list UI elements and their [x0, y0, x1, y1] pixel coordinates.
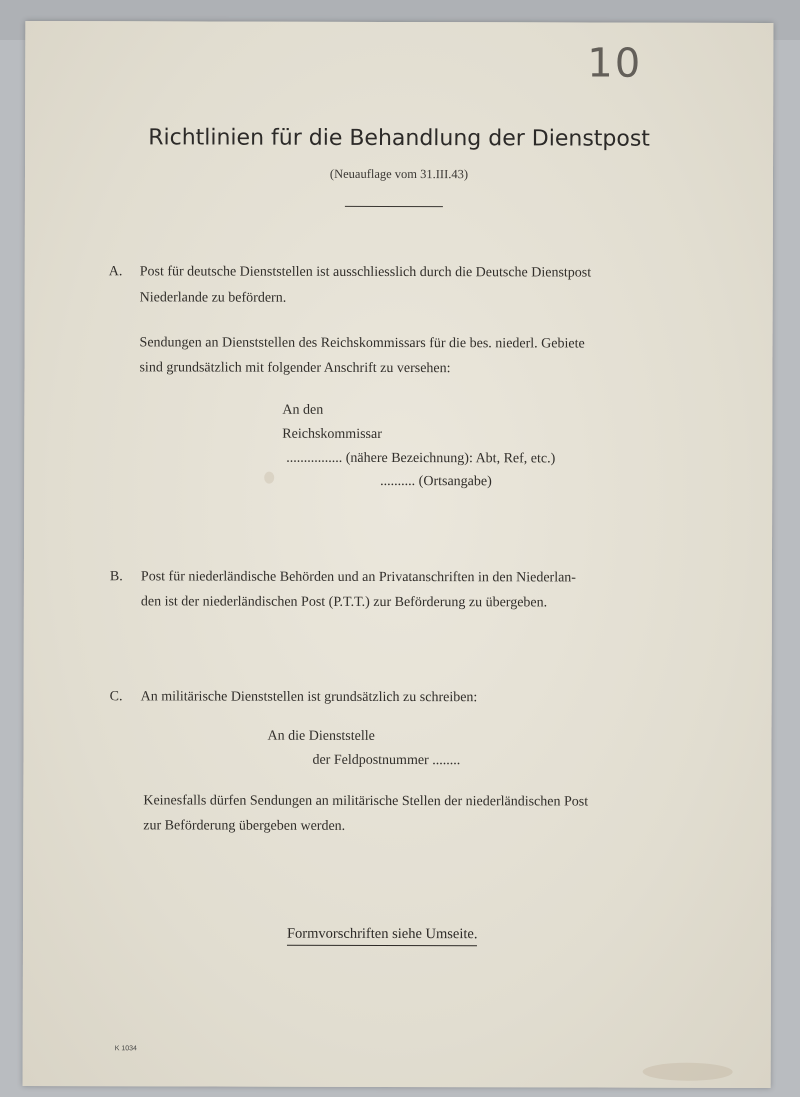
address-line: Reichskommissar — [282, 426, 382, 442]
section-c-line: Keinesfalls dürfen Sendungen an militärische Stellen der niederländischen Post — [143, 793, 589, 810]
paper-stain — [264, 472, 274, 484]
section-b-line: den ist der niederländischen Post (P.T.T.) zur Beförderung zu übergeben. — [140, 594, 548, 611]
address-line: der Feldpostnummer ........ — [312, 752, 461, 769]
document-subtitle: (Neuauflage vom 31.III.43) — [329, 166, 469, 182]
paper-stain — [643, 1063, 733, 1081]
section-a-line: Niederlande zu befördern. — [139, 290, 287, 306]
section-c-line: zur Beförderung übergeben werden. — [143, 818, 346, 834]
address-line: .......... (Ortsangabe) — [380, 473, 492, 490]
address-line: An die Dienststelle — [267, 728, 375, 744]
address-line: ................ (nähere Bezeichnung): Abt, Ref, etc.) — [286, 450, 556, 467]
section-b-line: Post für niederländische Behörden und an Privatanschriften in den Niederlan- — [140, 569, 577, 586]
address-line: An den — [282, 402, 324, 418]
document-title: Richtlinien für die Behandlung der Dienstpost — [148, 125, 650, 152]
title-divider — [345, 206, 443, 207]
footer-note: Formvorschriften siehe Umseite. — [287, 926, 478, 946]
section-b-letter: B. — [109, 569, 123, 585]
section-a-letter: A. — [108, 264, 123, 280]
document-page — [23, 21, 774, 1088]
section-a-line: sind grundsätzlich mit folgender Anschrift zu versehen: — [139, 360, 451, 377]
section-a-line: Sendungen an Dienststellen des Reichskommissars für die bes. niederl. Gebiete — [139, 335, 585, 352]
form-code: K 1034 — [114, 1045, 137, 1053]
section-c-letter: C. — [109, 689, 123, 705]
section-a-line: Post für deutsche Dienststellen ist ausschliesslich durch die Deutsche Dienstpost — [139, 264, 592, 281]
handwritten-mark: 10 — [587, 40, 643, 87]
section-c-line: An militärische Dienststellen ist grundsätzlich zu schreiben: — [140, 689, 478, 706]
